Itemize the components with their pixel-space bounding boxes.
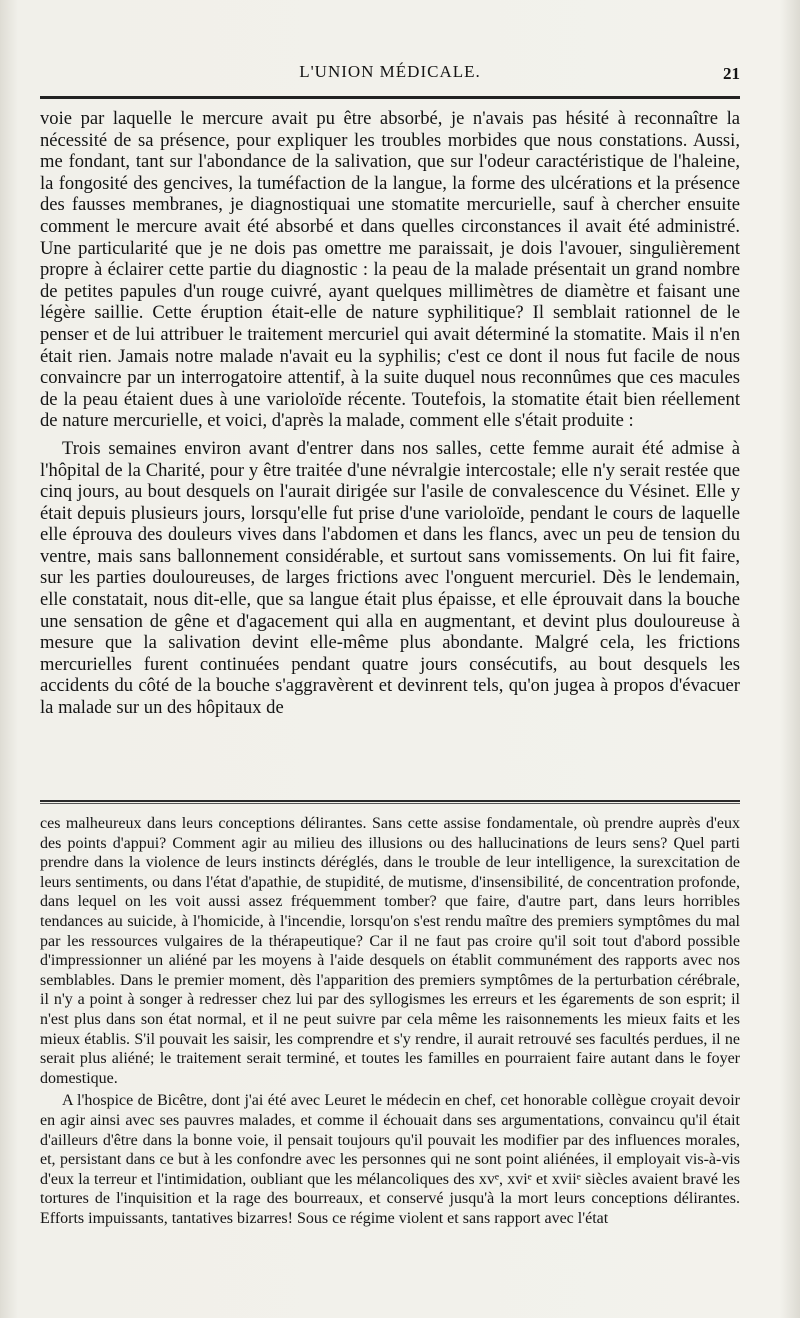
running-header <box>40 56 740 88</box>
journal-title: L'UNION MÉDICALE. <box>299 62 481 81</box>
feuilleton-divider <box>40 800 740 804</box>
header-rule <box>40 96 740 99</box>
main-paragraph: voie par laquelle le mercure avait pu être absorbé, je n'avais pas hésité à reconnaître la nécessité de sa présence, pour expliquer les troubles morbides que nous constations. Aussi, me fondant, tant sur l'abondance de la salivation, que sur l'odeur caractéristique de l'haleine, la fongosité des gencives, la tuméfaction de la langue, la forme des ulcérations et la présence des fausses membranes, je diagnostiquai une stomatite mercurielle, sauf à chercher ensuite comment le mercure avait été absorbé et dans quelles circonstances il avait été administré. Une particularité que je ne dois pas omettre me paraissait, je dois l'avouer, singulièrement propre à éclairer cette partie du diagnostic : la peau de la malade présentait un grand nombre de petites papules d'un rouge cuivré, ayant quelques millimètres de diamètre et faisant une légère saillie. Cette éruption était-elle de nature syphilitique? Il semblait rationnel de le penser et de lui attribuer le traitement mercuriel qui avait déterminé la stomatite. Mais il n'en était rien. Jamais notre malade n'avait eu la syphilis; c'est ce dont il nous fut facile de nous convaincre par un interrogatoire attentif, à la suite duquel nous reconnûmes que ces macules de la peau étaient dues à une varioloïde récente. Toutefois, la stomatite était bien réellement de nature mercurielle, et voici, d'après la malade, comment elle s'était produite : <box>40 108 740 432</box>
feuilleton-paragraph: A l'hospice de Bicêtre, dont j'ai été avec Leuret le médecin en chef, cet honorable collègue croyait devoir en agir ainsi avec ses pauvres malades, et comme il échouait dans ses argumentations, convaincu qu'il était d'ailleurs d'être dans la bonne voie, il pensait toujours qu'il pouvait les modifier par des influences morales, et, persistant dans ce but à les confondre avec les personnes qui ne sont point aliénées, il employait vis-à-vis d'eux la terreur et l'intimidation, oubliant que les mélancoliques des xvᵉ, xviᵉ et xviiᵉ siècles avaient bravé les tortures de l'inquisition et la rage des bourreaux, et conservé jusqu'à la mort leurs conceptions délirantes. Efforts impuissants, tantatives bizarres! Sous ce régime violent et sans rapport avec l'état <box>40 1092 740 1227</box>
main-article <box>40 108 740 719</box>
page-number: 21 <box>723 64 740 83</box>
feuilleton-paragraph: ces malheureux dans leurs conceptions délirantes. Sans cette assise fondamentale, où prendre auprès d'eux des points d'appui? Comment agir au milieu des illusions ou des hallucinations de leurs sens? Quel parti prendre dans la violence de leurs instincts déréglés, dans le trouble de leur intelligence, la surexcitation de leurs sentiments, ou dans l'état d'apathie, de stupidité, de mutisme, d'insensibilité, de concentration profonde, dans lequel on les voit aussi assez fréquemment tomber? que faire, d'autre part, dans leurs horribles tendances au suicide, à l'homicide, à l'incendie, lorsqu'on s'est rendu maître des premiers symptômes du mal par les ressources vulgaires de la thérapeutique? Car il ne faut pas croire qu'il soit tout d'abord possible d'impressionner un aliéné par les moyens à l'aide desquels on établit communément des rapports avec nos semblables. Dans le premier moment, dès l'apparition des premiers symptômes de la perturbation cérébrale, il n'y a point à songer à redresser chez lui par des syllogismes les erreurs et les égarements de son esprit; il n'est plus dans son état normal, et il ne peut suivre par cela même les raisonnements les mieux faits et les mieux établis. S'il pouvait les saisir, les comprendre et s'y rendre, il aurait retrouvé ses facultés perdues, il ne serait plus aliéné; le traitement serait terminé, et toutes les familles en pourraient faire autant dans le foyer domestique. <box>40 815 740 1087</box>
main-paragraph: Trois semaines environ avant d'entrer dans nos salles, cette femme aurait été admise à l'hôpital de la Charité, pour y être traitée d'une névralgie intercostale; elle n'y serait restée que cinq jours, au bout desquels on l'aurait dirigée sur l'asile de convalescence du Vésinet. Elle y était depuis plusieurs jours, lorsqu'elle fut prise d'une varioloïde, pendant le cours de laquelle elle éprouva des douleurs vives dans l'abdomen et dans les flancs, avec un peu de tension du ventre, mais sans ballonnement considérable, et surtout sans vomissements. On lui fit faire, sur les parties douloureuses, de larges frictions avec l'onguent mercuriel. Dès le lendemain, elle constatait, nous dit-elle, que sa langue était plus épaisse, et elle éprouvait dans la bouche une sensation de gêne et d'agacement qui alla en augmentant, et devint plus douloureuse à mesure que la salivation devint elle-même plus abondante. Malgré cela, les frictions mercurielles furent continuées pendant quatre jours consécutifs, au bout desquels les accidents du côté de la bouche s'aggravèrent et devinrent tels, qu'on jugea à propos d'évacuer la malade sur un des hôpitaux de <box>40 437 740 719</box>
feuilleton-article <box>40 814 740 1228</box>
